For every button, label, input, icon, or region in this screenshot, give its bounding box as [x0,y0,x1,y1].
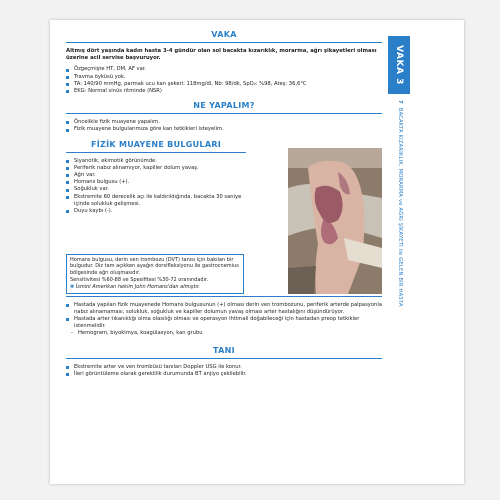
diagnosis-list [66,364,382,378]
list-item: Siyanotik, ekimotik görünümde. [66,158,246,165]
asterisk-icon: ✽ [70,283,75,290]
bullet-icon [66,167,69,170]
case-intro: Altmış dört yaşında kadın hasta 3-4 gündür olan sol bacakta kızarıklık, morarma, ağrı şikayetleri olması üzerine acil servise başvuruyor. [66,48,377,62]
list-item: İleri görüntüleme olarak gereklilik durumunda BT anjiyo çekilebilir. [66,371,382,378]
page-number: 7 [397,100,403,104]
running-header [393,100,405,350]
list-item: Ekstremite 60 derecelik açı ile kaldırıldığında, bacakta 30 saniye içinde solukluk gelişmesi. [66,194,246,208]
list-item: Özgeçmişte HT, DM, AF var. [66,66,382,73]
list-item: Ağrı var. [66,172,246,179]
exam-rule [66,152,246,153]
chapter-tab-label: VAKA 3 [394,45,404,85]
bullet-icon [66,69,69,72]
what-to-do-title: NE YAPALIM? [193,101,255,111]
homans-info-box [66,254,244,294]
list-item: - Hemogram, biyokimya, koagülasyon, kan grubu [71,330,203,337]
chapter-tab [388,36,410,94]
exam-title: FİZİK MUAYENE BULGULARI [90,139,222,149]
exam-section [66,158,382,294]
list-item: Hastada arter tıkanıklığı olma olasılığı olması ve operasyon ihtimali doğabileceği için hastadan preop tetkikler istenmelidir. [66,316,382,330]
case-rule [66,42,382,43]
info-box-text: Homans bulgusu, derin ven trombozu (DVT) tanısı için bakılan bir bulgudur. Diz tam açıkken ayağın dorsifleksiyonu ile gastrocnemius bölgesinde ağrı oluşmasıdır. [70,256,239,277]
bullet-icon [66,174,69,177]
bullet-icon [66,76,69,79]
leg-photo [288,148,382,294]
list-item: Hastada yapılan fizik muayenede Homans bulgusunun (+) olması derin ven trombozunu, periferik arterde palpasyonla nabız alınamaması, solukluk, soğukluk ve kapiller dolumun yavaş olması arter hastalığını düşündürüyor. [66,302,382,316]
bullet-icon [66,210,69,213]
what-to-do-list [66,119,382,133]
bullet-icon [66,366,69,369]
discussion-rule [66,296,382,297]
info-box-note: ✽ İsmini Amerikan hekim John Homans'dan almıştır. [70,283,201,290]
bullet-icon [66,160,69,163]
bullet-icon [66,121,69,124]
case-findings [66,66,382,95]
leg-illustration [288,148,382,294]
bullet-icon [66,196,69,199]
list-item: Homans bulgusu (+). [66,179,246,186]
bullet-icon [66,181,69,184]
list-item: Travma öyküsü yok. [66,74,382,81]
list-item: EKG: Normal sinüs ritminde (NSR) [66,88,382,95]
case-title: VAKA [211,30,237,39]
diagnosis-title: TANI [213,345,235,355]
list-item: Öncelikle fizik muayene yapalım. [66,119,382,126]
list-item: TA: 140/90 mmHg, parmak ucu kan şekeri: 118mg/dl, Nb: 98/dk, SpO₂: %98, Ateş: 36,6°C [66,81,382,88]
list-item: Periferik nabız alınamıyor, kapiller dolum yavaş. [66,165,246,172]
bullet-icon [66,304,69,307]
what-to-do-rule [66,113,382,114]
bullet-icon [66,83,69,86]
bullet-icon [66,189,69,192]
list-item: Soğukluk var. [66,186,246,193]
info-box-stats: Sensitivitesi %60-88 ve Spesifitesi %30-72 oranındadır. [70,277,209,284]
discussion-list [66,302,382,338]
exam-findings [66,158,246,216]
bullet-icon [66,129,69,132]
page-content [66,30,382,378]
bullet-icon [66,318,69,321]
list-item: Duyu kaybı (-). [66,208,246,215]
bullet-icon [66,373,69,376]
running-title: BACAKTA KIZARIKLIK, MORARMA ve AĞRI ŞİKAYETİ ile GELEN BİR HASTA [397,107,403,307]
bullet-icon [66,90,69,93]
diagnosis-rule [66,358,382,359]
list-item: Ekstremite arter ve ven trombüsü tanıları Doppler USG ile konur. [66,364,382,371]
list-item: Fizik muayene bulgularımıza göre kan tetkikleri isteyelim. [66,126,382,133]
